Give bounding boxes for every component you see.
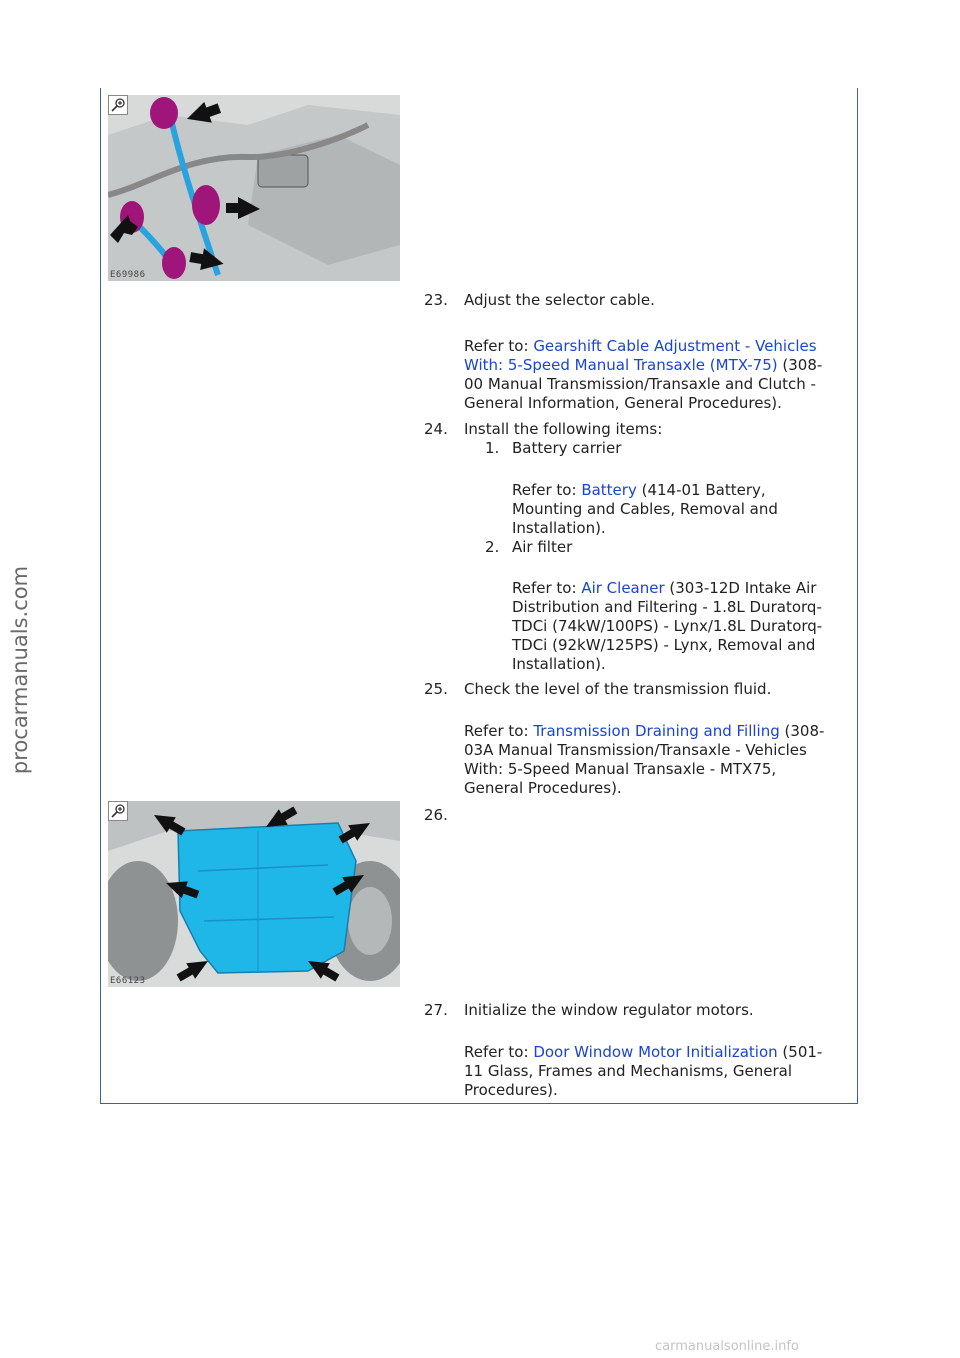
refer-label: Refer to:: [512, 481, 582, 499]
figure-undertray[interactable]: [108, 801, 400, 987]
item-2-text: Air filter: [512, 538, 573, 556]
ref-text: (414-01 Battery,: [636, 481, 766, 499]
item-1-refer-line3: Installation).: [512, 519, 606, 537]
door-window-motor-initialization-link[interactable]: Door Window Motor Initialization: [533, 1043, 778, 1061]
item-number-2: 2.: [485, 538, 500, 556]
step-27-refer-line2: 11 Glass, Frames and Mechanisms, General: [464, 1062, 792, 1080]
step-number-23: 23.: [424, 291, 448, 309]
step-23-refer-line1: [464, 337, 817, 356]
step-24-text: Install the following items:: [464, 420, 663, 438]
step-25-refer-line4: General Procedures).: [464, 779, 622, 797]
refer-label: Refer to:: [512, 579, 582, 597]
step-number-27: 27.: [424, 1001, 448, 1019]
undertray-illustration: [108, 801, 400, 987]
item-2-refer-line2: Distribution and Filtering - 1.8L Duratorq-: [512, 598, 822, 616]
ref-text: (308-: [777, 356, 823, 374]
step-25-refer-line3: With: 5-Speed Manual Transaxle - MTX75,: [464, 760, 777, 778]
item-1-refer-line1: [512, 481, 766, 500]
item-2-refer-line5: Installation).: [512, 655, 606, 673]
step-27-text: Initialize the window regulator motors.: [464, 1001, 754, 1019]
ref-text: (308-: [779, 722, 825, 740]
step-number-24: 24.: [424, 420, 448, 438]
battery-link[interactable]: Battery: [581, 481, 637, 499]
ref-text: (501-: [777, 1043, 823, 1061]
ref-text: (303-12D Intake Air: [664, 579, 817, 597]
side-watermark: [4, 555, 36, 785]
item-1-refer-line2: Mounting and Cables, Removal and: [512, 500, 778, 518]
side-watermark-text: procarmanuals.com: [8, 565, 32, 775]
step-27-refer-line1: [464, 1043, 822, 1062]
gearshift-cable-adjustment-link-cont[interactable]: With: 5-Speed Manual Transaxle (MTX-75): [464, 356, 778, 374]
step-23-refer-line2: [464, 356, 822, 375]
air-cleaner-link[interactable]: Air Cleaner: [581, 579, 665, 597]
step-25-text: Check the level of the transmission fluid.: [464, 680, 772, 698]
refer-label: Refer to:: [464, 722, 534, 740]
zoom-icon[interactable]: [108, 95, 128, 115]
item-1-text: Battery carrier: [512, 439, 622, 457]
step-27-refer-line3: Procedures).: [464, 1081, 558, 1099]
step-23-refer-line3: 00 Manual Transmission/Transaxle and Clutch -: [464, 375, 816, 393]
selector-cable-illustration: [108, 95, 400, 281]
figure-code: E66123: [110, 976, 146, 986]
step-25-refer-line2: 03A Manual Transmission/Transaxle - Vehicles: [464, 741, 807, 759]
figure-code: E69986: [110, 270, 146, 280]
refer-label: Refer to:: [464, 337, 534, 355]
step-number-25: 25.: [424, 680, 448, 698]
step-23-refer-line4: General Information, General Procedures).: [464, 394, 782, 412]
item-2-refer-line3: TDCi (74kW/100PS) - Lynx/1.8L Duratorq-: [512, 617, 823, 635]
step-25-refer-line1: [464, 722, 824, 741]
step-number-26: 26.: [424, 806, 448, 824]
bottom-watermark: carmanualsonline.info: [655, 1339, 799, 1354]
zoom-icon[interactable]: [108, 801, 128, 821]
step-23-text: Adjust the selector cable.: [464, 291, 655, 309]
transmission-draining-link[interactable]: Transmission Draining and Filling: [533, 722, 780, 740]
item-2-refer-line1: [512, 579, 816, 598]
item-2-refer-line4: TDCi (92kW/125PS) - Lynx, Removal and: [512, 636, 816, 654]
refer-label: Refer to:: [464, 1043, 534, 1061]
gearshift-cable-adjustment-link[interactable]: Gearshift Cable Adjustment - Vehicles: [533, 337, 817, 355]
figure-selector-cable[interactable]: [108, 95, 400, 281]
item-number-1: 1.: [485, 439, 500, 457]
